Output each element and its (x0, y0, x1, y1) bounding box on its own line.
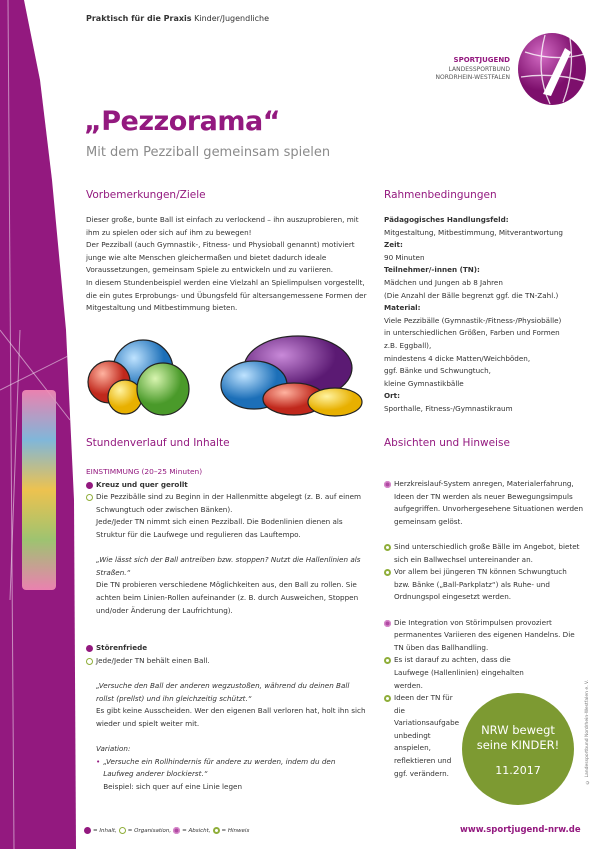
hinweis-icon (384, 657, 391, 664)
hinweis-icon (384, 569, 391, 576)
website-link[interactable]: www.sportjugend-nrw.de (460, 825, 581, 835)
heading-vorbemerkungen: Vorbemerkungen/Ziele (86, 189, 206, 201)
copyright-notice: © Landessportbund Nordrhein-Westfalen e. V. (585, 680, 590, 784)
sportjugend-logo: SPORTJUGEND LANDESSPORTBUND NORDRHEIN-WESTFALEN (420, 32, 590, 107)
organisation-icon (119, 827, 126, 834)
absichten-list: Herzkreislauf-System anregen, Materialerfahrung, Ideen der TN werden als neuer Bewegungsimpuls aufgegriffen. Unvorhergesehene Situationen werden gemeinsam gelöst. Sind unterschiedlich große Bälle im Angebot, bietet sich ein Ballwechsel untereinander an. Vor allem bei jüngeren TN können Schwungtuch bzw. Bänke („Ball-Parkplatz“) als Ruhe- und Ordnungspol eingesetzt werden. Die Integration von Störimpulsen provoziert permanentes Variieren des eigenen Handelns. Die TN üben das Ballhandling. Es ist darauf zu achten, dass die Laufwege (Hallenlinien) eingehalten werden. Ideen der TN für die Variationsaufgabe unbedingt anspielen, reflektieren und ggf. verändern. (384, 478, 584, 780)
page-subtitle: Mit dem Pezziball gemeinsam spielen (86, 145, 331, 160)
series-kicker: Praktisch für die Praxis Kinder/Jugendliche (86, 14, 270, 23)
nrw-bewegt-badge: NRW bewegt seine KINDER! 11.2017 (462, 693, 574, 805)
absicht-icon (384, 620, 391, 627)
stundenverlauf-text: EINSTIMMUNG (20–25 Minuten) Kreuz und quer gerollt Die Pezzibälle sind zu Beginn in der Hallenmitte abgelegt (z. B. auf einem Schwungtuch oder zwischen Bänken). Jede/Jeder TN nimmt sich einen Pezziball. Die Bodenlinien dienen als Struktur für die Laufwege und regulieren das Lauftempo. „Wie lässt sich der Ball antreiben bzw. stoppen? Nutzt die Hallenlinien als Straßen.“ Die TN probieren verschiedene Möglichkeiten aus, den Ball zu rollen. Sie achten beim Linien-Rollen aufeinander (z. B. durch Ausweichen, Stoppen und/oder Änderung der Laufrichtung). Störenfriede Jede/Jeder TN behält einen Ball. „Versuche den Ball der anderen wegzustoßen, während du deinen Ball rollst (prellst) und ihn gleichzeitig schützt.“ Es gibt keine Ausscheiden. Wer den eigenen Ball verloren hat, holt ihn sich wieder und spielt weiter mit. Variation: • „Versuche ein Rollhindernis für andere zu werden, indem du den Laufweg anderer blockierst.“ Beispiel: sich quer auf eine Linie legen (86, 466, 368, 793)
inhalt-icon (86, 482, 93, 489)
vorbemerkungen-text: Dieser große, bunte Ball ist einfach zu verlockend – ihn auszuprobieren, mit ihm zu spielen oder sich auf ihm zu bewegen! Der Pezziball (auch Gymnastik-, Fitness- und Physioball genannt) motiviert junge wie alte Menschen gleichermaßen und bietet dadurch ideale Voraussetzungen, gemeinsam Spiele zu entwickeln und zu variieren. In diesem Stundenbeispiel werden eine Vielzahl an Spielimpulsen vorgestellt, die ein gutes Erprobungs- und Übungsfeld für altersangemessene Formen der Mitgestaltung und Mitbestimmung bieten. (86, 215, 367, 313)
page-title: „Pezzorama“ (84, 106, 280, 137)
hinweis-icon (384, 544, 391, 551)
hinweis-icon (384, 695, 391, 702)
praktisch-fuer-die-praxis-logo (22, 390, 56, 590)
inhalt-icon (86, 645, 93, 652)
heading-absichten: Absichten und Hinweise (384, 437, 510, 449)
organisation-icon (86, 494, 93, 501)
pezzi-balls-illustration (86, 335, 366, 420)
rahmenbedingungen-list: Pädagogisches Handlungsfeld: Mitgestaltung, Mitbestimmung, Mitverantwortung Zeit: 90 Minuten Teilnehmer/-innen (TN): Mädchen und Jungen ab 8 Jahren (Die Anzahl der Bälle begrenzt ggf. die TN-Zahl.) Material: Viele Pezzibälle (Gymnastik-/Fitness-/Physiobälle) in unterschiedlichen Größen, Farben und Formen z.B. Eggball), mindestens 4 dicke Matten/Weichböden, ggf. Bänke und Schwungtuch, kleine Gymnastikbälle Ort: Sporthalle, Fitness-/Gymnastikraum (384, 215, 563, 413)
bullet-icon: • (96, 756, 101, 766)
section-einstimmung: EINSTIMMUNG (20–25 Minuten) (86, 467, 203, 476)
heading-rahmenbedingungen: Rahmenbedingungen (384, 189, 497, 201)
logo-ball-icon (515, 32, 590, 107)
hinweis-icon (213, 827, 220, 834)
symbol-legend: = Inhalt, = Organisation, = Absicht, = Hinweis (84, 827, 249, 834)
inhalt-icon (84, 827, 91, 834)
absicht-icon (384, 481, 391, 488)
heading-stundenverlauf: Stundenverlauf und Inhalte (86, 437, 230, 449)
absicht-icon (173, 827, 180, 834)
organisation-icon (86, 658, 93, 665)
